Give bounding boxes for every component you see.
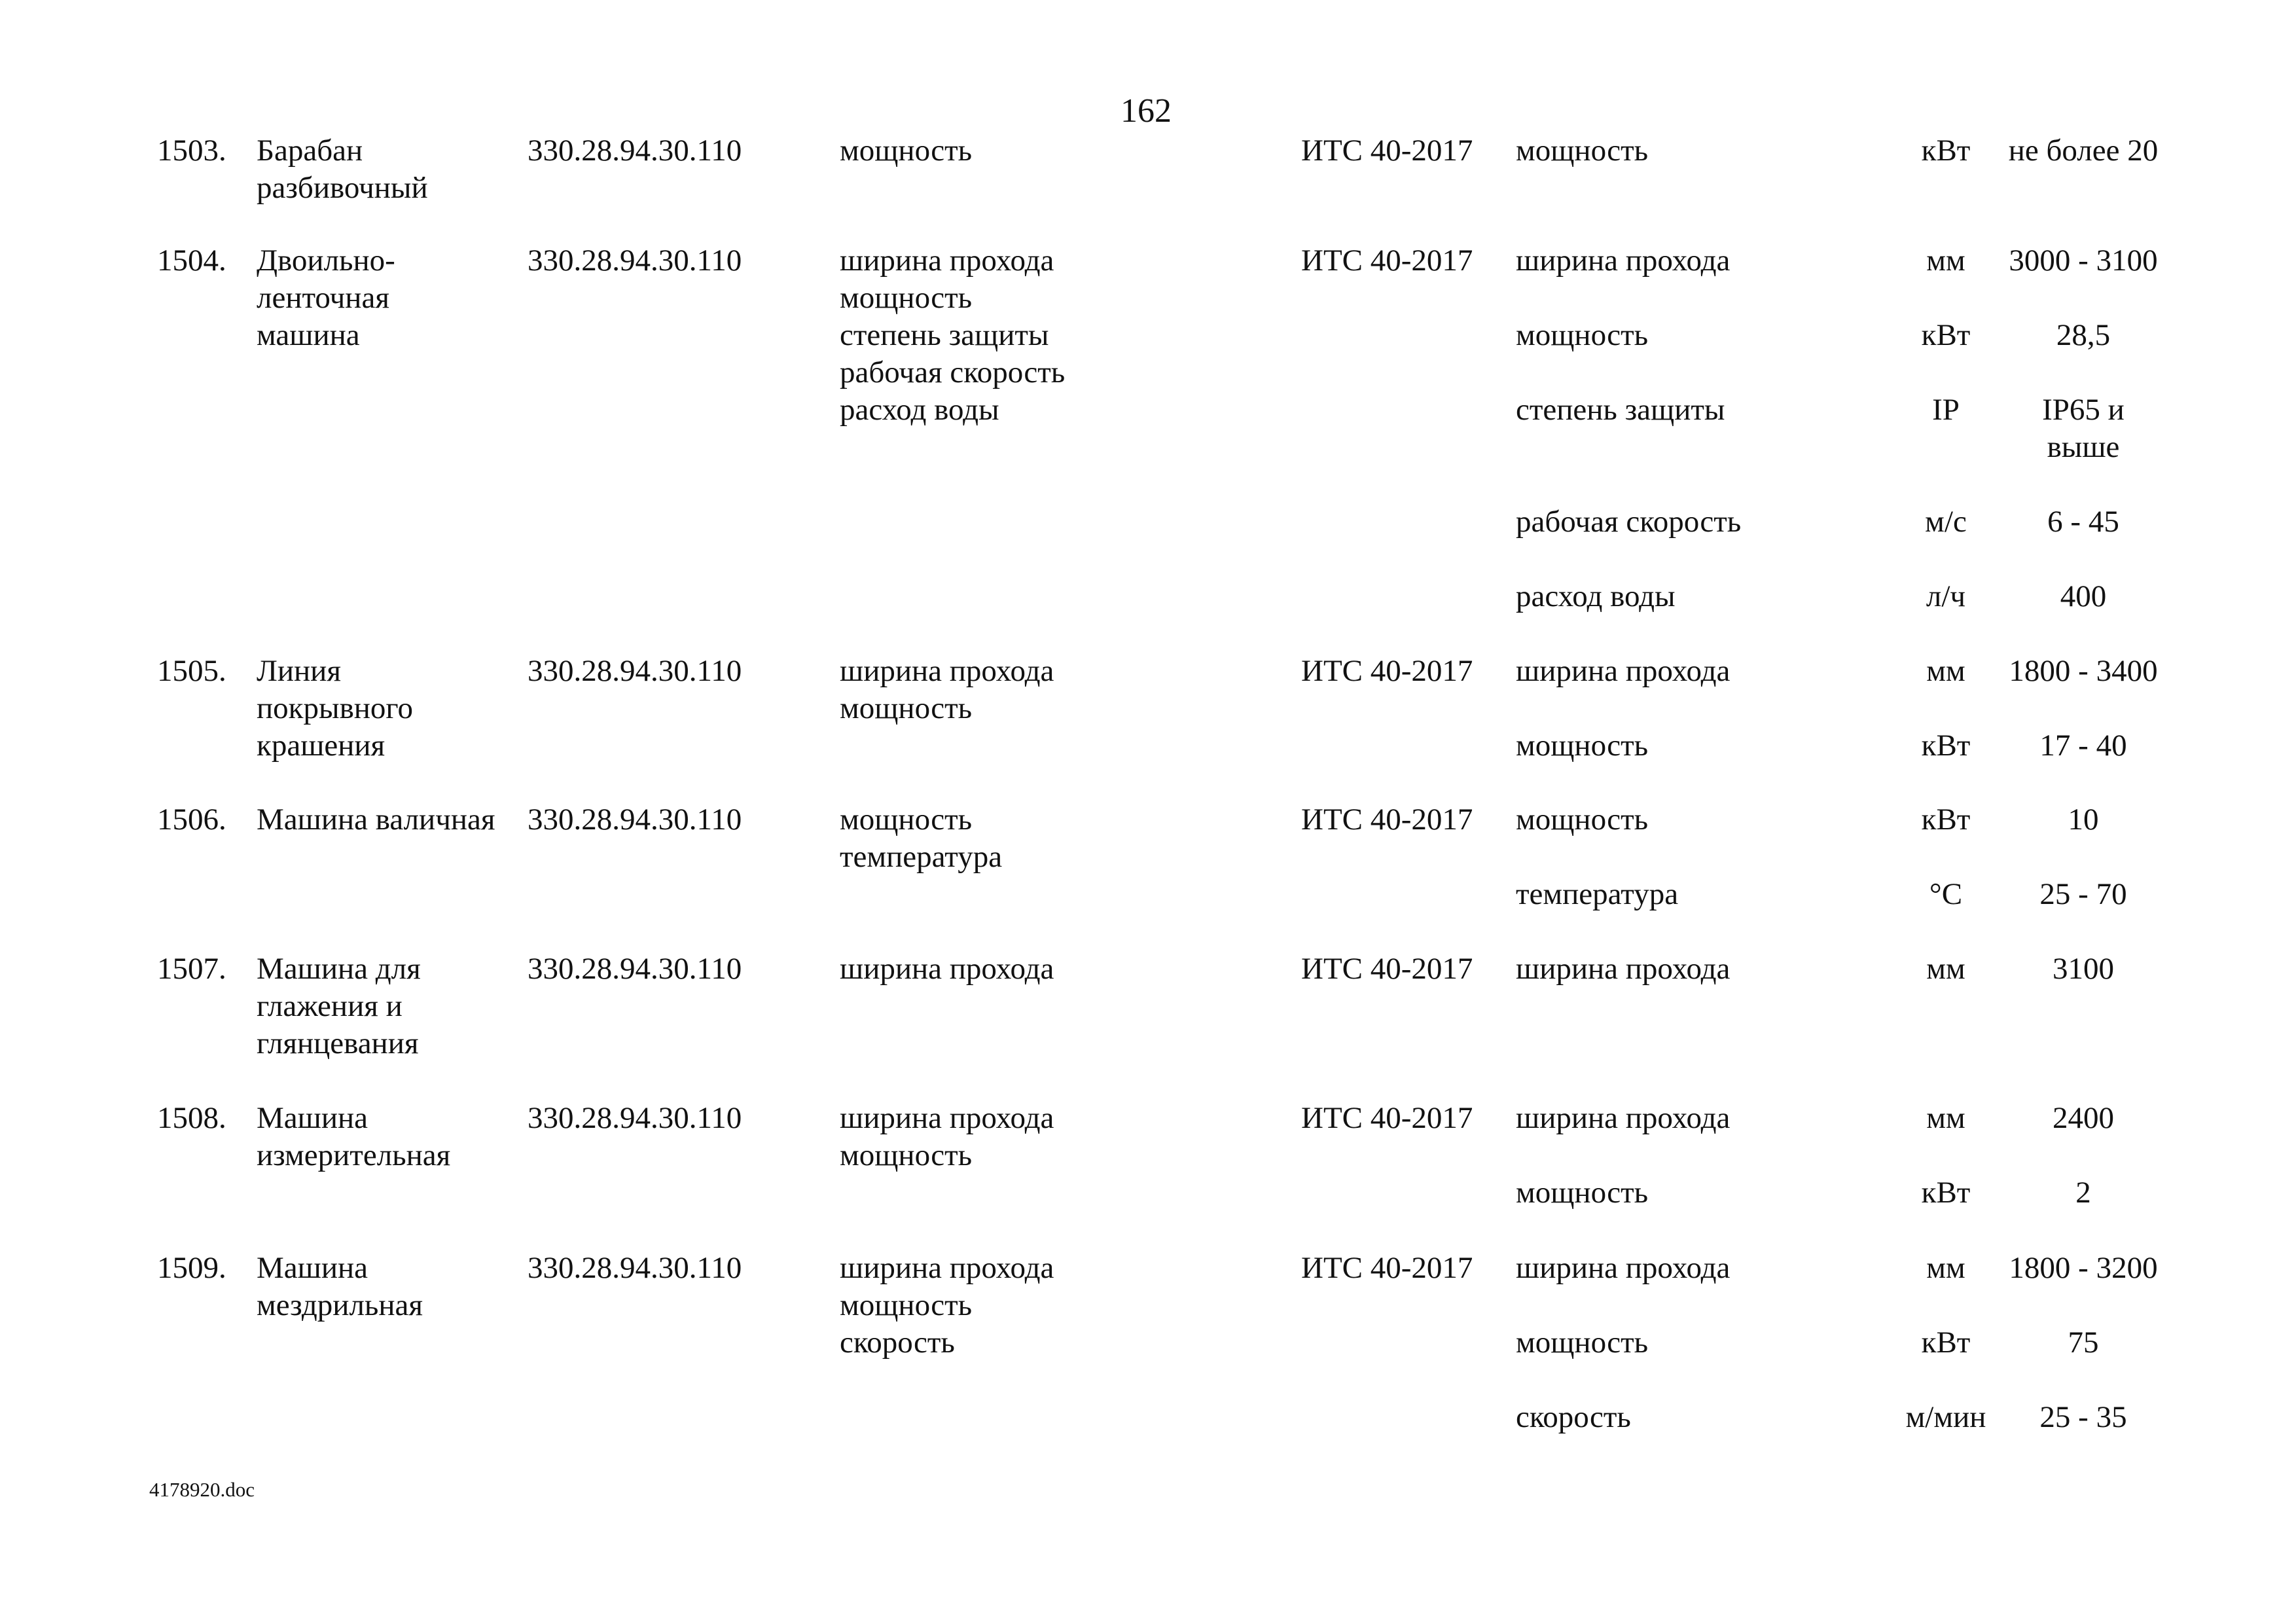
parameter-unit: м/с [1925, 505, 1967, 539]
characteristic-name: скорость [840, 1326, 955, 1360]
characteristic-name: ширина прохода [840, 1251, 1054, 1285]
equipment-name: Машина [257, 1101, 368, 1135]
row-number: 1505. [157, 654, 226, 688]
equipment-name: Двоильно- [257, 244, 395, 278]
parameter-unit: мм [1926, 244, 1965, 278]
characteristic-name: ширина прохода [840, 654, 1054, 688]
classification-code: 330.28.94.30.110 [528, 952, 742, 986]
parameter-unit: л/ч [1926, 579, 1966, 613]
parameter-unit: кВт [1921, 318, 1971, 352]
standard-reference: ИТС 40-2017 [1301, 803, 1473, 837]
parameter-unit: мм [1926, 654, 1965, 688]
page-number: 162 [1121, 92, 1172, 130]
equipment-name: измерительная [257, 1138, 451, 1172]
standard-reference: ИТС 40-2017 [1301, 134, 1473, 168]
standard-reference: ИТС 40-2017 [1301, 1251, 1473, 1285]
equipment-name: Линия [257, 654, 341, 688]
parameter-name: мощность [1516, 318, 1649, 352]
parameter-value: не более 20 [2008, 134, 2159, 168]
characteristic-name: мощность [840, 803, 973, 837]
parameter-name: мощность [1516, 803, 1649, 837]
characteristic-name: ширина прохода [840, 244, 1054, 278]
parameter-value: 3100 [2053, 952, 2114, 986]
row-number: 1503. [157, 134, 226, 168]
equipment-name: покрывного [257, 691, 414, 725]
equipment-name: Машина валичная [257, 803, 495, 837]
parameter-unit: кВт [1921, 1326, 1971, 1360]
parameter-name: ширина прохода [1516, 244, 1731, 278]
parameter-value: 75 [2068, 1326, 2099, 1360]
characteristic-name: температура [840, 840, 1003, 874]
equipment-name: ленточная [257, 281, 389, 315]
parameter-unit: кВт [1921, 729, 1971, 763]
standard-reference: ИТС 40-2017 [1301, 952, 1473, 986]
parameter-unit: кВт [1921, 134, 1971, 168]
characteristic-name: мощность [840, 691, 973, 725]
classification-code: 330.28.94.30.110 [528, 803, 742, 837]
parameter-name: ширина прохода [1516, 1251, 1731, 1285]
parameter-unit: мм [1926, 1101, 1965, 1135]
parameter-value: IP65 и [2042, 393, 2125, 427]
parameter-name: ширина прохода [1516, 654, 1731, 688]
parameter-name: скорость [1516, 1400, 1631, 1434]
standard-reference: ИТС 40-2017 [1301, 1101, 1473, 1135]
parameter-unit: IP [1932, 393, 1960, 427]
standard-reference: ИТС 40-2017 [1301, 244, 1473, 278]
characteristic-name: степень защиты [840, 318, 1049, 352]
parameter-name: мощность [1516, 134, 1649, 168]
row-number: 1509. [157, 1251, 226, 1285]
parameter-unit: мм [1926, 952, 1965, 986]
parameter-name: ширина прохода [1516, 1101, 1731, 1135]
row-number: 1506. [157, 803, 226, 837]
equipment-name: машина [257, 318, 360, 352]
parameter-unit: °С [1929, 877, 1963, 911]
parameter-unit: кВт [1921, 803, 1971, 837]
parameter-value: 2 [2075, 1176, 2091, 1210]
equipment-name: крашения [257, 729, 386, 763]
parameter-name: мощность [1516, 1176, 1649, 1210]
row-number: 1508. [157, 1101, 226, 1135]
parameter-name: ширина прохода [1516, 952, 1731, 986]
classification-code: 330.28.94.30.110 [528, 654, 742, 688]
parameter-name: мощность [1516, 1326, 1649, 1360]
parameter-name: рабочая скорость [1516, 505, 1742, 539]
parameter-value: 10 [2068, 803, 2099, 837]
parameter-value: 400 [2060, 579, 2107, 613]
characteristic-name: ширина прохода [840, 952, 1054, 986]
classification-code: 330.28.94.30.110 [528, 134, 742, 168]
equipment-name: мездрильная [257, 1288, 423, 1322]
equipment-name: Барабан [257, 134, 363, 168]
classification-code: 330.28.94.30.110 [528, 244, 742, 278]
parameter-value: 25 - 35 [2039, 1400, 2127, 1434]
footer-filename: 4178920.doc [149, 1478, 255, 1501]
characteristic-name: расход воды [840, 393, 999, 427]
parameter-value: 2400 [2053, 1101, 2114, 1135]
parameter-value: 28,5 [2056, 318, 2111, 352]
parameter-value: выше [2047, 430, 2120, 464]
parameter-name: расход воды [1516, 579, 1676, 613]
equipment-name: Машина для [257, 952, 421, 986]
row-number: 1507. [157, 952, 226, 986]
classification-code: 330.28.94.30.110 [528, 1251, 742, 1285]
parameter-value: 1800 - 3400 [2009, 654, 2158, 688]
equipment-name: разбивочный [257, 171, 428, 205]
equipment-name: Машина [257, 1251, 368, 1285]
characteristic-name: рабочая скорость [840, 355, 1066, 389]
characteristic-name: ширина прохода [840, 1101, 1054, 1135]
classification-code: 330.28.94.30.110 [528, 1101, 742, 1135]
characteristic-name: мощность [840, 1288, 973, 1322]
characteristic-name: мощность [840, 281, 973, 315]
parameter-unit: м/мин [1905, 1400, 1986, 1434]
parameter-name: мощность [1516, 729, 1649, 763]
parameter-name: степень защиты [1516, 393, 1725, 427]
row-number: 1504. [157, 244, 226, 278]
parameter-value: 17 - 40 [2039, 729, 2127, 763]
standard-reference: ИТС 40-2017 [1301, 654, 1473, 688]
equipment-name: глянцевания [257, 1026, 419, 1060]
parameter-value: 6 - 45 [2047, 505, 2119, 539]
parameter-unit: кВт [1921, 1176, 1971, 1210]
characteristic-name: мощность [840, 1138, 973, 1172]
parameter-unit: мм [1926, 1251, 1965, 1285]
characteristic-name: мощность [840, 134, 973, 168]
parameter-value: 25 - 70 [2039, 877, 2127, 911]
parameter-value: 1800 - 3200 [2009, 1251, 2158, 1285]
parameter-name: температура [1516, 877, 1679, 911]
equipment-name: глажения и [257, 989, 403, 1023]
parameter-value: 3000 - 3100 [2009, 244, 2158, 278]
